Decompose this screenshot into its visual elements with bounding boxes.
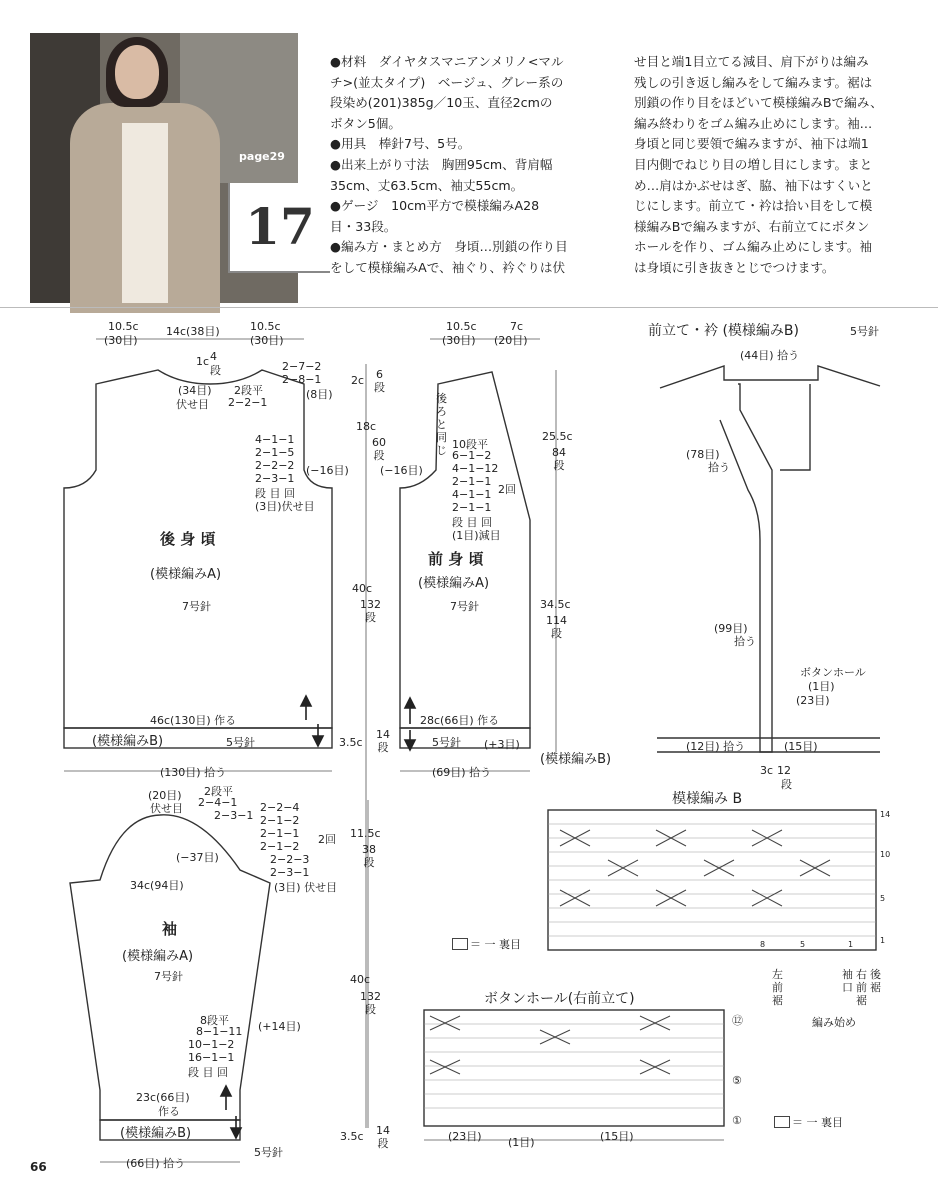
back-armhole-height: 18c xyxy=(356,420,377,433)
sleeve-title: 袖 xyxy=(162,920,178,938)
front-neck-dec-times: 2回 xyxy=(498,483,516,496)
front-band-needle: 5号針 xyxy=(432,736,461,749)
chart-b-start: 編み始め xyxy=(812,1016,856,1029)
chart-b-row-5: 5 xyxy=(880,894,886,903)
placket-pickup-99: (99目) xyxy=(714,622,748,635)
front-neck-dec-6: 2−1−1 xyxy=(452,501,492,514)
back-stitches-right: (30目) xyxy=(250,334,284,347)
chart-b-col-8: 8 xyxy=(760,940,766,949)
front-neck-dec-3: 4−1−12 xyxy=(452,462,499,475)
buttonhole-row-1: ① xyxy=(732,1114,742,1127)
front-width-left: 10.5c xyxy=(446,320,477,333)
back-title: 後 身 頃 xyxy=(160,530,216,548)
instructions-column-2: せ目と端1目立てる減目、肩下がりは編み 残しの引き返し編みをして編みます。裾は 別鎖の作り目をほどいて模様編みBで編み、 編み終わりをゴム編み止めにします。袖… 身頃と同じ要領で編みますが、袖下は端1 目内側でねじり目の増し目にします。まと め…肩はかぶせはぎ、脇、袖下はすくいと じにします。前立て・衿は拾い目をして模 様編みBで編みますが、右前立てにボタン ホールを作り、ゴム編み止めにします。袖 は身頃に引き抜きとじでつけます。 xyxy=(634,54,883,275)
buttonhole-title: ボタンホール(右前立て) xyxy=(484,991,635,1007)
front-lower-height: 34.5c xyxy=(540,598,571,611)
back-body-height: 40c xyxy=(352,582,373,595)
front-neck-dec-note: (1目)減目 xyxy=(452,529,501,542)
buttonhole-stitches-23: (23目) xyxy=(448,1130,482,1143)
back-outline xyxy=(64,370,332,728)
sleeve-band-pattern: (模様編みB) xyxy=(120,1126,192,1141)
back-needle: 7号針 xyxy=(182,600,211,613)
sleeve-band-needle: 5号針 xyxy=(254,1146,283,1159)
front-neck-dec-2: 6−1−2 xyxy=(452,449,492,462)
chart-b-col-5: 5 xyxy=(800,940,806,949)
placket-buttonhole: ボタンホール xyxy=(800,666,866,679)
sleeve-inc-1: 8段平 xyxy=(200,1014,229,1027)
placket-rows: 12 xyxy=(777,764,791,777)
back-body-rows: 132 段 xyxy=(360,598,381,624)
placket-outline xyxy=(660,366,880,388)
chart-b-row-10: 10 xyxy=(880,850,891,859)
back-neck-cm: 1c xyxy=(196,355,210,368)
sleeve-bindoff-20: (20目) xyxy=(148,789,182,802)
front-neck-dec-5: 4−1−1 xyxy=(452,488,492,501)
chart-b-title: 模様編み B xyxy=(672,791,743,807)
collar-right xyxy=(780,384,810,470)
front-subtitle: (模様編みA) xyxy=(418,576,490,591)
front-lower-rows: 114 段 xyxy=(546,614,567,640)
chart-b-legend-box xyxy=(452,938,468,950)
chart-b-col-1: 1 xyxy=(848,940,854,949)
sleeve-inc-4: 16−1−1 xyxy=(188,1051,235,1064)
chart-b-right-front-hem: 右 前 裾 xyxy=(856,968,867,1007)
back-neck-dan: 段 xyxy=(210,364,221,377)
back-width-right: 10.5c xyxy=(250,320,281,333)
back-neck-bindoff-label: 伏せ目 xyxy=(176,398,209,411)
placket-rows-dan: 段 xyxy=(781,778,792,791)
back-shoulder-height: 2c xyxy=(351,374,365,387)
sleeve-cast-on: 23c(66目) xyxy=(136,1091,190,1104)
back-subtitle: (模様編みA) xyxy=(150,567,222,582)
sleeve-cap-dec-2: 2−4−1 xyxy=(198,796,238,809)
back-neck-bindoff: (34目) xyxy=(178,384,212,397)
chart-b-left-front-hem: 左 前 裾 xyxy=(772,968,783,1007)
sleeve-cap-dec-6: 2−1−1 xyxy=(260,827,300,840)
sleeve-inc-3: 10−1−2 xyxy=(188,1038,235,1051)
sleeve-band-height: 3.5c xyxy=(340,1130,364,1143)
back-armhole-dec-4: 2−3−1 xyxy=(255,472,295,485)
placket-pickup-12: (12目) 拾う xyxy=(686,740,746,753)
sleeve-inc-legend: 段 目 回 xyxy=(188,1066,228,1079)
buttonhole-row-5: ⑤ xyxy=(732,1074,742,1087)
back-width-mid: 14c(38目) xyxy=(166,325,220,338)
sleeve-cap-total: (−37目) xyxy=(176,851,219,864)
front-cast-on: 28c(66目) 作る xyxy=(420,714,500,727)
back-neck-dec-2: 2−2−1 xyxy=(228,396,268,409)
sleeve-cap-dec-4: 2−2−4 xyxy=(260,801,300,814)
buttonhole-stitches-15: (15目) xyxy=(600,1130,634,1143)
placket-title: 前立て・衿 (模様編みB) xyxy=(648,323,799,339)
placket-inner xyxy=(720,384,772,752)
sleeve-cap-dec-8: 2−2−3 xyxy=(270,853,310,866)
front-needle: 7号針 xyxy=(450,600,479,613)
placket-buttonhole-stitch: (1目) xyxy=(808,680,835,693)
sleeve-cap-dec-7: 2−1−2 xyxy=(260,840,300,853)
front-upper-rows: 84 段 xyxy=(552,446,566,472)
front-upper-height: 25.5c xyxy=(542,430,573,443)
front-pickup: (69目) 拾う xyxy=(432,766,492,779)
back-armhole-bindoff: (3目)伏せ目 xyxy=(255,500,315,513)
back-neck-rows: 4 xyxy=(210,350,217,363)
front-neck-dec-4: 2−1−1 xyxy=(452,475,492,488)
buttonhole-grid xyxy=(424,1010,724,1126)
back-shoulder-rows: 6 段 xyxy=(374,368,385,394)
chart-b-row-14: 14 xyxy=(880,810,891,819)
sleeve-cap-rows: 38 段 xyxy=(362,843,376,869)
placket-buttonhole-spacing: (23目) xyxy=(796,694,830,707)
front-same-as-back: 後 ろ と 同 じ xyxy=(436,392,447,457)
back-armhole-total: (−16目) xyxy=(306,464,349,477)
sleeve-inc-total: (+14目) xyxy=(258,1020,301,1033)
front-band-increase: (+3目) xyxy=(484,738,520,751)
chart-b-sleeve-cuff: 袖 口 xyxy=(842,968,853,994)
sleeve-cap-dec-3: 2−3−1 xyxy=(214,809,254,822)
placket-pickup-99-label: 拾う xyxy=(734,635,756,648)
buttonhole-stitches-1: (1目) xyxy=(508,1136,535,1149)
back-band-pattern: (模様編みB) xyxy=(92,734,164,749)
back-armhole-dec-1: 4−1−1 xyxy=(255,433,295,446)
buttonhole-legend-box xyxy=(774,1116,790,1128)
back-width-left: 10.5c xyxy=(108,320,139,333)
back-armhole-dec-3: 2−2−2 xyxy=(255,459,295,472)
front-stitches-right: (20目) xyxy=(494,334,528,347)
back-shoulder-3: (8目) xyxy=(306,388,333,401)
front-neck-dec-1: 10段平 xyxy=(452,438,488,451)
back-stitches-left: (30目) xyxy=(104,334,138,347)
chart-b-legend: ＝ 一 裏目 xyxy=(470,938,521,951)
front-armhole-total: (−16目) xyxy=(380,464,423,477)
sleeve-cap-dec-5: 2−1−2 xyxy=(260,814,300,827)
back-cast-on: 46c(130目) 作る xyxy=(150,714,237,727)
sleeve-cap-dec-9: 2−3−1 xyxy=(270,866,310,879)
back-band-height: 3.5c xyxy=(339,736,363,749)
sleeve-needle: 7号針 xyxy=(154,970,183,983)
buttonhole-legend: ＝ 一 裏目 xyxy=(792,1116,843,1129)
sleeve-rows: 132 段 xyxy=(360,990,381,1016)
back-neck-dec-1: 2段平 xyxy=(234,384,263,397)
front-neck-dec-legend: 段 目 回 xyxy=(452,516,492,529)
back-band-needle: 5号針 xyxy=(226,736,255,749)
back-band-rows: 14 段 xyxy=(376,728,390,754)
placket-stitches-15: (15目) xyxy=(784,740,818,753)
placket-pickup-44: (44目) 拾う xyxy=(740,349,800,362)
placket-width: 3c xyxy=(760,764,774,777)
sleeve-width: 34c(94目) xyxy=(130,879,184,892)
pattern-number: 17 xyxy=(228,183,330,273)
sleeve-cap-height: 11.5c xyxy=(350,827,381,840)
back-armhole-dec-legend: 段 目 回 xyxy=(255,487,295,500)
sleeve-cast-on-label: 作る xyxy=(158,1105,180,1118)
placket-needle: 5号針 xyxy=(850,325,879,338)
front-stitches-left: (30目) xyxy=(442,334,476,347)
sleeve-cap-dec-1: 2段平 xyxy=(204,785,233,798)
chart-b-row-1: 1 xyxy=(880,936,886,945)
instructions-column-1: ●材料 ダイヤタスマニアンメリノ<マル チ>(並太タイプ) ベージュ、グレー系の 段染め(201)385g／10玉、直径2cmの ボタン5個。 ●用具 棒針7号、5号。 ●出来上がり寸法 胸囲95cm、背肩幅 35cm、丈63.5cm、袖丈55cm。 ●ゲージ 10cm平方で模様編みA28 目・33段。 ●編み方・まとめ方 身頃…別鎖の作り目 をして模様編みAで、袖ぐり、衿ぐりは伏 xyxy=(330,54,568,275)
front-title: 前 身 頃 xyxy=(428,550,484,568)
sleeve-height: 40c xyxy=(350,973,371,986)
sleeve-cap-bindoff: (3目) 伏せ目 xyxy=(274,881,338,894)
front-band-pattern: (模様編みB) xyxy=(540,752,612,767)
back-shoulder-1: 2−7−2 xyxy=(282,360,322,373)
page-number: 66 xyxy=(30,1160,47,1174)
sleeve-subtitle: (模様編みA) xyxy=(122,949,194,964)
sleeve-bindoff-label: 伏せ目 xyxy=(150,802,183,815)
sleeve-band-rows: 14 段 xyxy=(376,1124,390,1150)
page-tag: page29 xyxy=(239,150,285,163)
chart-b-back-hem: 後 裾 xyxy=(870,968,881,994)
placket-pickup-78: (78目) xyxy=(686,448,720,461)
sleeve-cap-dec-times: 2回 xyxy=(318,833,336,846)
sleeve-pickup: (66目) 拾う xyxy=(126,1157,186,1170)
back-armhole-dec-2: 2−1−5 xyxy=(255,446,295,459)
sleeve-inc-2: 8−1−11 xyxy=(196,1025,243,1038)
back-shoulder-2: 2−8−1 xyxy=(282,373,322,386)
buttonhole-row-12: ⑫ xyxy=(732,1014,743,1027)
back-armhole-rows: 60 段 xyxy=(372,436,386,462)
back-pickup: (130目) 拾う xyxy=(160,766,227,779)
front-width-right: 7c xyxy=(510,320,524,333)
placket-pickup-78-label: 拾う xyxy=(708,461,730,474)
